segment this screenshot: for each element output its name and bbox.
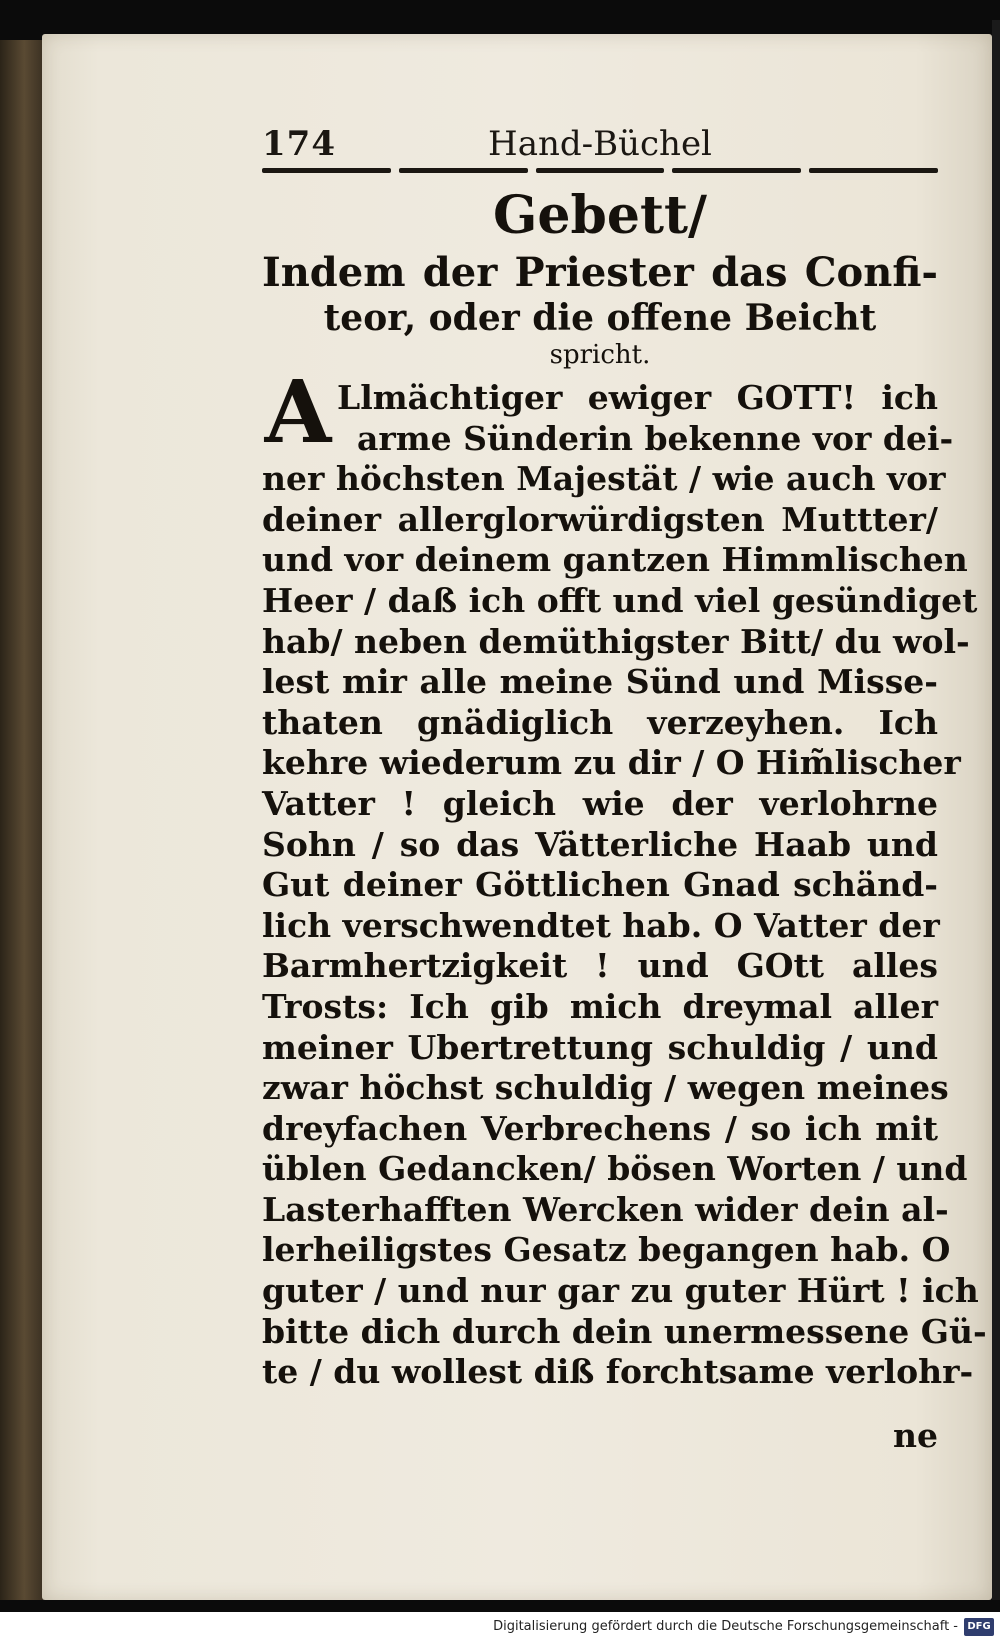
body-line: meiner Ubertrettung schuldig / und [262,1027,938,1067]
body-line: deiner allerglorwürdigsten Muttter/ [262,499,938,539]
page-right-edge [992,20,1000,1600]
rule-segment [399,168,528,173]
page-header [262,122,938,166]
body-line: Vatter ! gleich wie der verlohrne [262,783,938,823]
body-line: Heer / daß ich offt und viel gesündiget [262,580,978,620]
body-line: üblen Gedancken/ bösen Worten / und [262,1149,968,1189]
subtitle-line: teor, oder die offene Beicht [323,297,877,339]
body-line: zwar höchst schuldig / wegen meines [262,1068,949,1108]
body-line: und vor deinem gantzen Himmlischen [262,540,968,580]
prayer-title: Gebett/ [493,185,707,246]
funding-credit: Digitalisierung gefördert durch die Deutsche Forschungsgemeinschaft - [493,1619,958,1634]
body-line: lerheiligstes Gesatz begangen hab. O [262,1230,951,1270]
dfg-logo: DFG [964,1618,994,1636]
footer-bar [0,1612,1000,1646]
body-line: lich verschwendtet hab. O Vatter der [262,905,940,945]
running-head: Hand-Büchel [488,124,712,164]
prayer-body [262,378,987,1393]
catchword: ne [893,1416,938,1455]
body-line: kehre wiederum zu dir / O Him̃lischer [262,743,961,783]
subtitle-line: Indem der Priester das Confi- [262,249,938,296]
body-line: Sohn / so das Vätterliche Haab und [262,824,938,864]
body-line: Gut deiner Göttlichen Gnad schänd- [262,865,938,905]
header-rule [262,168,938,174]
rule-segment [672,168,801,173]
drop-cap-initial: A [264,362,332,463]
rule-segment [536,168,665,173]
body-line: bitte dich durch dein unermessene Gü- [262,1311,987,1351]
prayer-subtitle [262,250,938,370]
body-line: lest mir alle meine Sünd und Misse- [262,662,938,702]
body-line: thaten gnädiglich verzeyhen. Ich [262,702,938,742]
body-line: Barmhertzigkeit ! und GOtt alles [262,946,938,986]
subtitle-line: spricht. [549,340,651,370]
body-line: te / du wollest diß forchtsame verlohr- [262,1352,974,1392]
rule-segment [809,168,938,173]
body-line: Lasterhafften Wercken wider dein al- [262,1189,949,1229]
body-line: hab/ neben demüthigster Bitt/ du wol- [262,621,970,661]
body-line: Trosts: Ich gib mich dreymal aller [262,986,938,1026]
rule-segment [262,168,391,173]
body-line: Llmächtiger ewiger GOTT! ich [337,378,938,417]
body-line: dreyfachen Verbrechens / so ich mit [262,1108,938,1148]
body-line: guter / und nur gar zu guter Hürt ! ich [262,1271,979,1311]
body-line: ner höchsten Majestät / wie auch vor [262,459,946,499]
body-line: arme Sünderin bekenne vor dei- [357,418,954,458]
page-number: 174 [262,124,336,164]
book-spine-edge [0,40,44,1600]
